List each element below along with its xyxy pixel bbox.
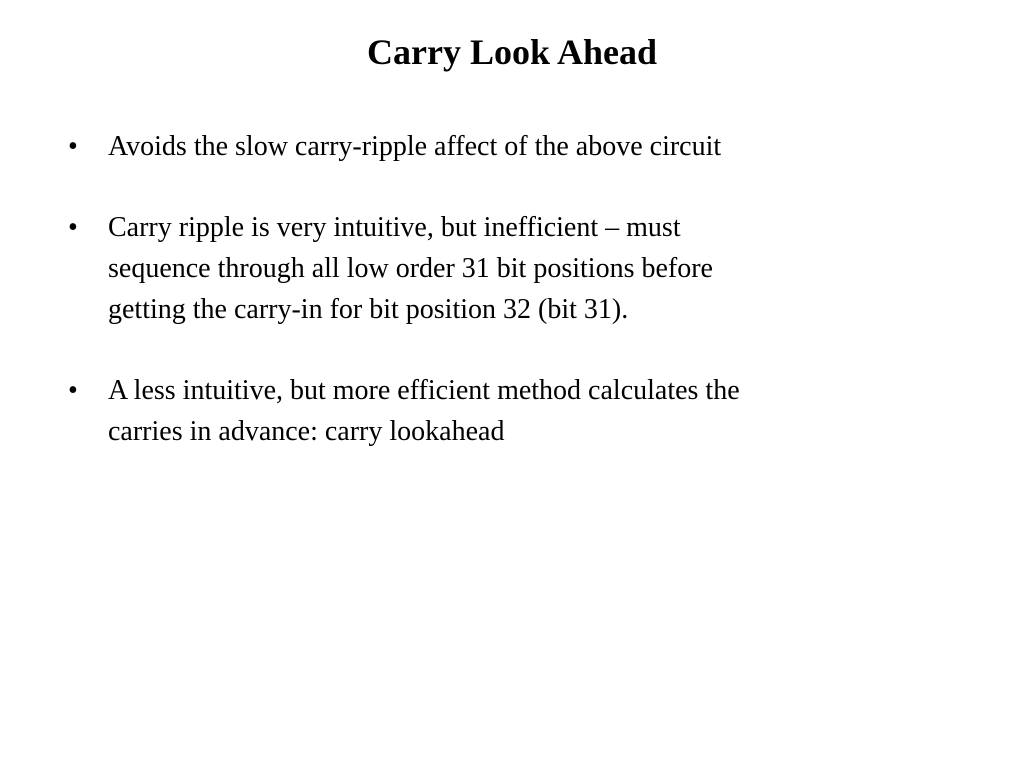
bullet-text: Carry ripple is very intuitive, but inefficient – must sequence through all low order 31 bit positions before getting the carry-in for bit position 32 (bit 31). xyxy=(108,212,713,325)
bullet-text: Avoids the slow carry-ripple affect of the above circuit xyxy=(108,131,722,162)
bullet-list xyxy=(68,126,948,452)
bullet-icon: • xyxy=(68,131,78,162)
bullet-item xyxy=(68,126,948,167)
bullet-text: A less intuitive, but more efficient method calculates the carries in advance: carry lookahead xyxy=(108,375,740,447)
bullet-icon: • xyxy=(68,375,78,406)
bullet-item xyxy=(68,207,948,330)
slide-title: Carry Look Ahead xyxy=(366,32,658,72)
bullet-item xyxy=(68,370,948,452)
bullet-icon: • xyxy=(68,212,78,243)
